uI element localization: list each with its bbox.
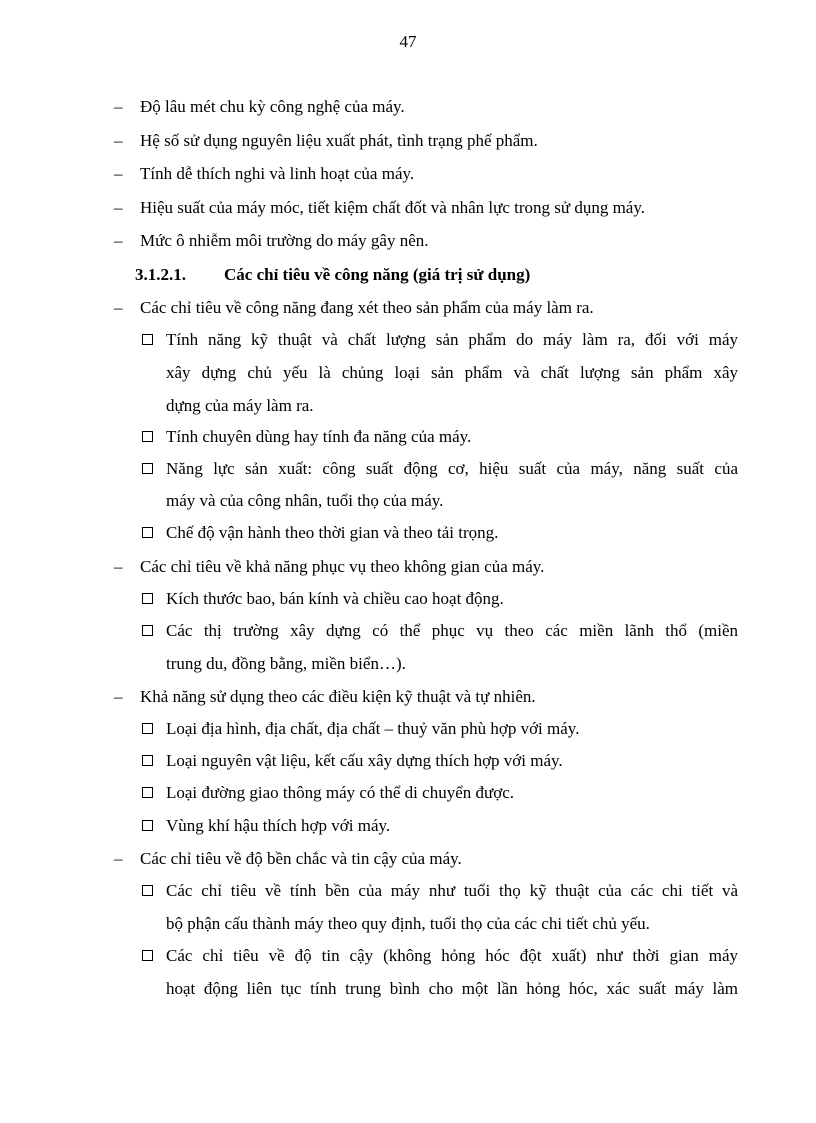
sub-item-text: xây dựng chủ yếu là chủng loại sản phẩm và chất lượng sản phẩm xây: [166, 363, 738, 382]
dash-bullet: –: [114, 131, 123, 150]
list-item-text: Các chỉ tiêu về khả năng phục vụ theo không gian của máy.: [140, 557, 545, 576]
page-number: 47: [399, 32, 417, 51]
sub-item-text: Các chỉ tiêu về tính bền của máy như tuổi thọ kỹ thuật của các chi tiết và: [166, 881, 738, 900]
sub-item-text: Loại địa hình, địa chất, địa chất – thuỷ văn phù hợp với máy.: [166, 719, 580, 738]
checkbox-bullet-icon: [142, 885, 153, 896]
dash-bullet: –: [114, 231, 123, 250]
dash-bullet: –: [114, 687, 123, 706]
checkbox-bullet-icon: [142, 755, 153, 766]
checkbox-bullet-icon: [142, 820, 153, 831]
checkbox-bullet-icon: [142, 625, 153, 636]
sub-item-text: Năng lực sản xuất: công suất động cơ, hiệu suất của máy, năng suất của: [166, 459, 738, 478]
section-title: Các chỉ tiêu về công năng (giá trị sử dụng): [224, 265, 531, 284]
sub-item-text: Chế độ vận hành theo thời gian và theo tải trọng.: [166, 523, 499, 542]
checkbox-bullet-icon: [142, 787, 153, 798]
sub-item-text: trung du, đồng bằng, miền biển…).: [166, 654, 406, 673]
dash-bullet: –: [114, 198, 123, 217]
sub-item-text: bộ phận cấu thành máy theo quy định, tuổi thọ của các chi tiết chủ yếu.: [166, 914, 650, 933]
sub-item-text: Các thị trường xây dựng có thể phục vụ theo các miền lãnh thổ (miền: [166, 621, 738, 640]
sub-item-text: Loại đường giao thông máy có thể di chuyển được.: [166, 783, 514, 802]
sub-item-text: hoạt động liên tục tính trung bình cho một lần hỏng hóc, xác suất máy làm: [166, 979, 738, 998]
checkbox-bullet-icon: [142, 950, 153, 961]
list-item-text: Hệ số sử dụng nguyên liệu xuất phát, tình trạng phế phẩm.: [140, 131, 538, 150]
dash-bullet: –: [114, 97, 123, 116]
checkbox-bullet-icon: [142, 723, 153, 734]
sub-item-text: Tính chuyên dùng hay tính đa năng của máy.: [166, 427, 472, 446]
list-item-text: Độ lâu mét chu kỳ công nghệ của máy.: [140, 97, 405, 116]
sub-item-text: Các chỉ tiêu về độ tin cậy (không hỏng hóc đột xuất) như thời gian máy: [166, 946, 738, 965]
checkbox-bullet-icon: [142, 463, 153, 474]
list-item-text: Khả năng sử dụng theo các điều kiện kỹ thuật và tự nhiên.: [140, 687, 536, 706]
checkbox-bullet-icon: [142, 431, 153, 442]
checkbox-bullet-icon: [142, 593, 153, 604]
checkbox-bullet-icon: [142, 527, 153, 538]
sub-item-text: Vùng khí hậu thích hợp với máy.: [166, 816, 391, 835]
sub-item-text: Loại nguyên vật liệu, kết cấu xây dựng thích hợp với máy.: [166, 751, 563, 770]
dash-bullet: –: [114, 164, 123, 183]
list-item-text: Hiệu suất của máy móc, tiết kiệm chất đốt và nhân lực trong sử dụng máy.: [140, 198, 646, 217]
dash-bullet: –: [114, 849, 123, 868]
list-item-text: Các chỉ tiêu về độ bền chắc và tin cậy của máy.: [140, 849, 462, 868]
list-item-text: Các chỉ tiêu về công năng đang xét theo sản phẩm của máy làm ra.: [140, 298, 594, 317]
dash-bullet: –: [114, 557, 123, 576]
section-number: 3.1.2.1.: [135, 265, 186, 284]
list-item-text: Tính dễ thích nghi và linh hoạt của máy.: [140, 164, 415, 183]
checkbox-bullet-icon: [142, 334, 153, 345]
sub-item-text: Kích thước bao, bán kính và chiều cao hoạt động.: [166, 589, 504, 608]
list-item-text: Mức ô nhiễm môi trường do máy gây nên.: [140, 231, 429, 250]
dash-bullet: –: [114, 298, 123, 317]
sub-item-text: Tính năng kỹ thuật và chất lượng sản phẩm do máy làm ra, đối với máy: [166, 330, 738, 349]
sub-item-text: máy và của công nhân, tuổi thọ của máy.: [166, 491, 444, 510]
sub-item-text: dựng của máy làm ra.: [166, 396, 314, 415]
